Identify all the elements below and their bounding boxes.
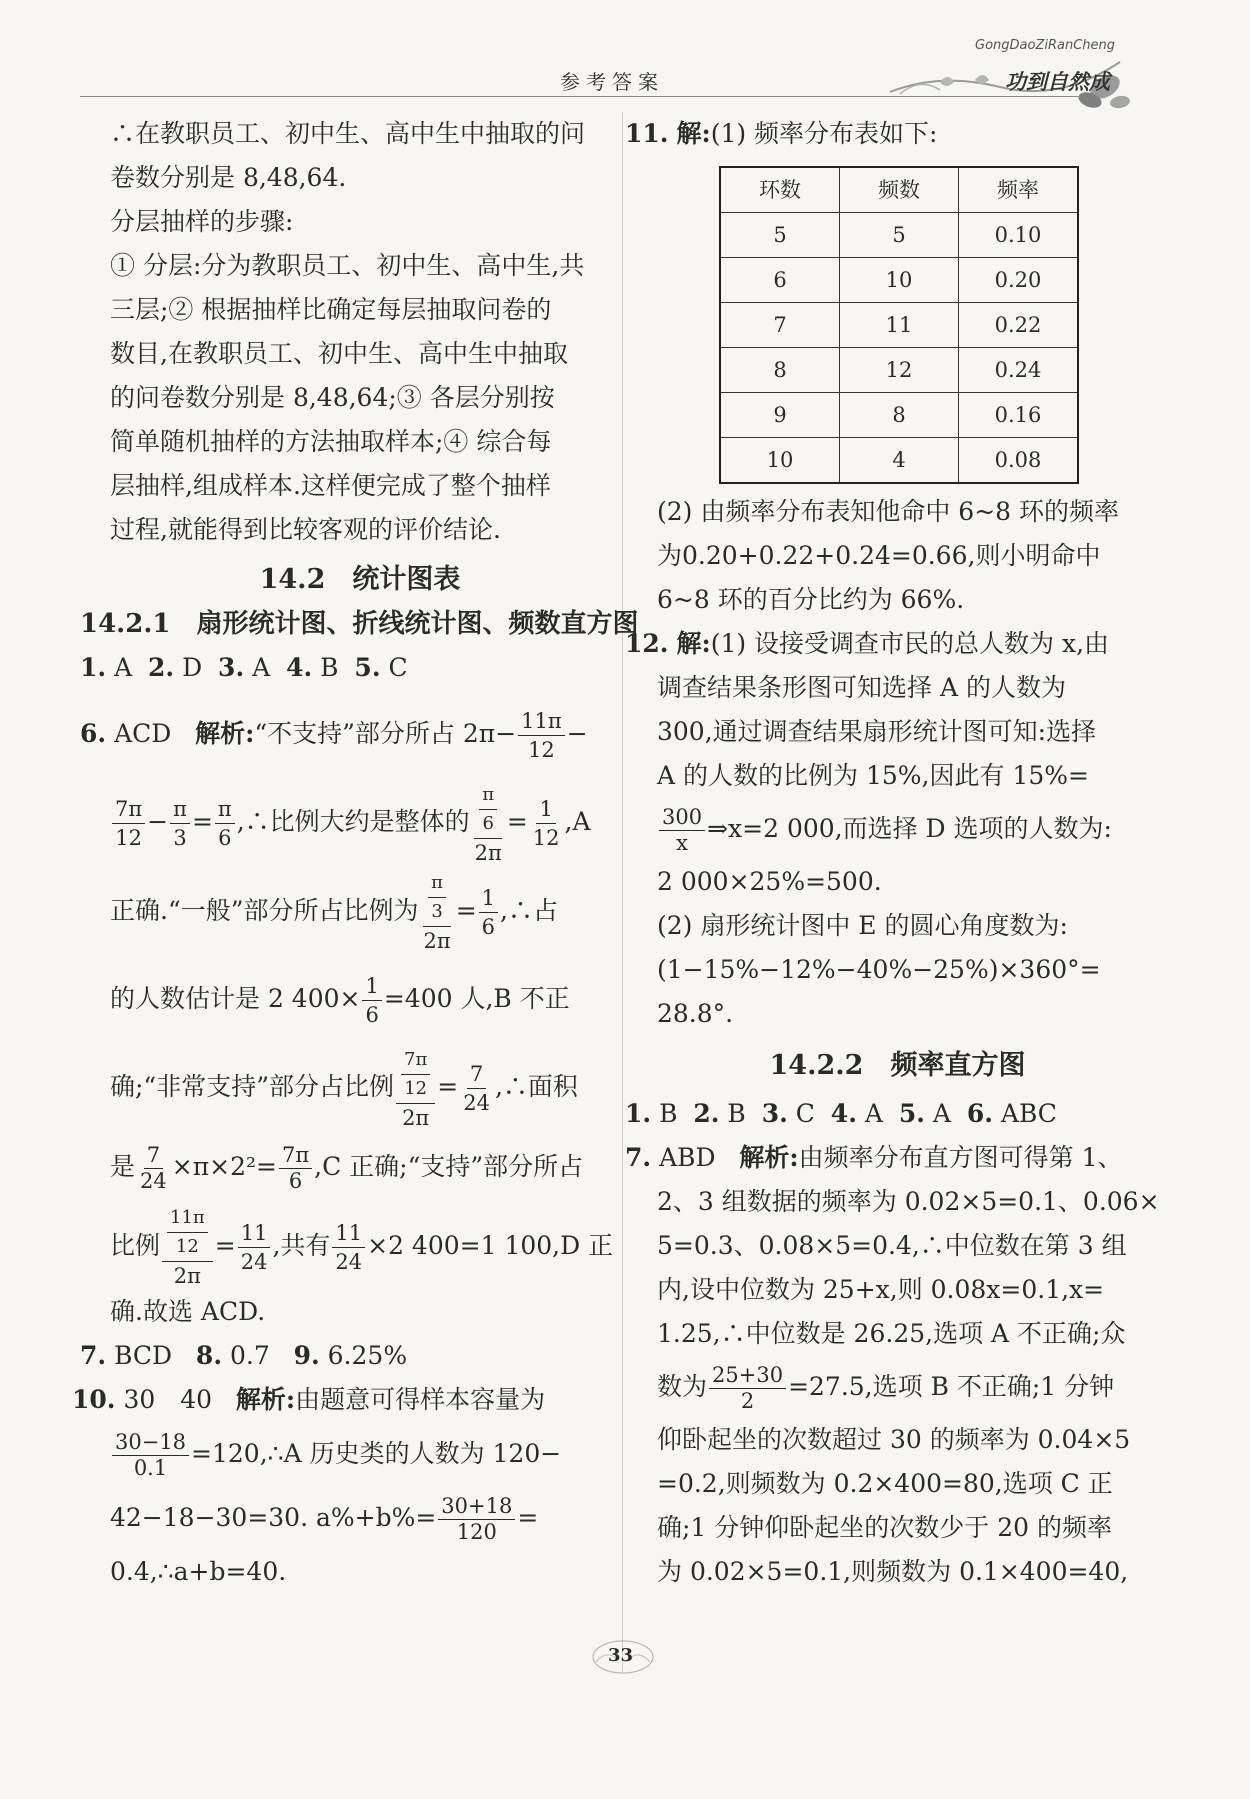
table-row — [720, 438, 1078, 484]
text: 的人数估计是 2 400× — [110, 984, 361, 1013]
numerator: π — [215, 795, 235, 824]
q7-line-9: 确;1 分钟仰卧起坐的次数少于 20 的频率 — [657, 1513, 1112, 1542]
numerator: 11 — [238, 1219, 271, 1248]
table-cell: 6 — [720, 258, 840, 303]
denominator: 24 — [140, 1168, 167, 1193]
denominator: 12 — [404, 1077, 428, 1099]
denominator: 2 — [740, 1389, 755, 1413]
text: 确;“非常支持”部分占比例 — [110, 1072, 394, 1101]
numerator: π — [428, 869, 446, 898]
q6-line-6 — [110, 1132, 610, 1202]
fraction — [112, 795, 145, 852]
fraction — [709, 1363, 786, 1414]
answers-1-5 — [80, 646, 610, 690]
column-header: 频率 — [959, 167, 1079, 213]
text: − — [566, 719, 588, 748]
section-heading-14-2-2: 14.2.2 频率直方图 — [769, 1050, 1026, 1081]
denominator: 2π — [423, 929, 451, 953]
page-number: 33 — [608, 1645, 634, 1666]
table-cell: 0.20 — [959, 258, 1079, 303]
column-divider — [622, 112, 623, 1672]
text: ,A — [564, 807, 591, 836]
table-cell: 10 — [840, 258, 959, 303]
table-row — [720, 213, 1078, 258]
table-cell: 12 — [840, 348, 959, 393]
q10-line-4: 0.4,∴a+b=40. — [110, 1557, 287, 1586]
text-line: ① 分层:分为教职员工、初中生、高中生,共 — [110, 251, 585, 280]
denominator: 12 — [528, 738, 555, 762]
question-number: 2. — [148, 653, 175, 682]
text-line: 简单随机抽样的方法抽取样本;④ 综合每 — [110, 427, 552, 456]
fraction — [401, 1046, 430, 1103]
q6-line-4 — [110, 955, 610, 1043]
question-number: 12. — [625, 629, 669, 658]
answer: ABC — [1000, 1099, 1057, 1128]
answer: ACD — [114, 719, 172, 748]
compound-fraction — [396, 1046, 435, 1132]
text: =120,∴A 历史类的人数为 120− — [191, 1439, 562, 1468]
fraction — [530, 795, 563, 852]
table-header-row — [720, 167, 1078, 213]
answer: B — [727, 1099, 746, 1128]
table-cell: 7 — [720, 303, 840, 348]
text-line: 分层抽样的步骤: — [110, 207, 294, 236]
question-number: 1. — [625, 1099, 652, 1128]
denominator: 6 — [482, 812, 494, 834]
page-header — [0, 0, 1250, 110]
question-number: 7. — [625, 1143, 652, 1172]
answer: 6.25% — [327, 1341, 408, 1370]
numerator — [396, 1046, 435, 1104]
text: 42−18−30=30. a%+b%= — [110, 1503, 437, 1532]
text: =400 人,B 不正 — [383, 984, 570, 1013]
denominator: 3 — [173, 826, 187, 850]
text: ,∴占 — [500, 895, 558, 925]
numerator: 1 — [362, 972, 381, 1001]
denominator: 120 — [456, 1520, 497, 1544]
q6-line-5 — [110, 1043, 610, 1132]
denominator: x — [676, 831, 688, 855]
fraction — [460, 1060, 493, 1117]
text-line: ∴在教职员工、初中生、高中生中抽取的问 — [110, 119, 586, 148]
numerator: 30+18 — [438, 1494, 515, 1520]
table-cell: 8 — [720, 348, 840, 393]
q7-line-6 — [625, 1356, 1170, 1418]
text-line: 数目,在教职员工、初中生、高中生中抽取 — [110, 339, 568, 368]
question-number: 6. — [966, 1099, 993, 1128]
q7-line-7: 仰卧起坐的次数超过 30 的频率为 0.04×5 — [657, 1425, 1131, 1454]
text: (1) 设接受调查市民的总人数为 x,由 — [710, 629, 1110, 658]
denominator: 12 — [175, 1236, 199, 1257]
q12-line-2: 调查结果条形图可知选择 A 的人数为 — [657, 673, 1066, 702]
compound-fraction — [162, 1204, 213, 1290]
right-column — [625, 112, 1170, 1594]
text: = — [437, 1072, 459, 1101]
answer: 30 40 — [123, 1385, 213, 1414]
answer: A — [114, 653, 133, 682]
text: ,共有 — [272, 1230, 331, 1260]
table-row — [720, 348, 1078, 393]
text: 由频率分布直方图可得第 1、 — [798, 1143, 1123, 1172]
denominator: 6 — [481, 914, 496, 939]
q12-line-4: A 的人数的比例为 15%,因此有 15%= — [657, 761, 1089, 790]
answer: A — [932, 1099, 951, 1128]
answer: C — [388, 653, 408, 682]
q12-line-6: 2 000×25%=500. — [657, 867, 882, 896]
text: ⇒x=2 000,而选择 D 选项的人数为: — [707, 814, 1112, 843]
text: = — [455, 895, 477, 925]
q7-line-3: 5=0.3、0.08×5=0.4,∴中位数在第 3 组 — [657, 1231, 1127, 1260]
q10-line-3 — [110, 1486, 610, 1550]
compound-fraction — [421, 869, 454, 955]
text: ×2 400=1 100,D 正 — [367, 1230, 614, 1260]
text-line: 的问卷数分别是 8,48,64;③ 各层分别按 — [110, 383, 555, 412]
question-number: 6. — [80, 719, 107, 748]
q12-line-5 — [625, 798, 1170, 860]
q12-line-9: 28.8°. — [657, 999, 734, 1028]
table-cell: 0.22 — [959, 303, 1079, 348]
numerator: 1 — [536, 795, 555, 824]
q6-line-8: 确.故选 ACD. — [110, 1297, 266, 1326]
numerator: 7π — [279, 1143, 312, 1169]
denominator: 6 — [365, 1003, 379, 1027]
q6-line-7 — [110, 1202, 614, 1291]
numerator: π — [170, 795, 190, 824]
table-cell: 9 — [720, 393, 840, 438]
text-line: 层抽样,组成样本.这样便完成了整个抽样 — [110, 471, 551, 500]
denominator: 12 — [532, 826, 560, 850]
text: − — [147, 807, 169, 836]
text: = — [214, 1230, 236, 1260]
solution-label: 解: — [676, 629, 711, 658]
table-row — [720, 258, 1078, 303]
fraction — [332, 1219, 365, 1276]
q7-line-5: 1.25,∴中位数是 26.25,选项 A 不正确;众 — [657, 1319, 1126, 1348]
header-rule — [80, 96, 1080, 97]
fraction — [362, 972, 381, 1029]
answer: A — [864, 1099, 883, 1128]
text: ,∴比例大约是整体的 — [236, 807, 470, 836]
numerator — [474, 781, 502, 839]
question-number: 3. — [218, 653, 245, 682]
table-cell: 0.08 — [959, 438, 1079, 484]
q7-line-1 — [625, 1136, 1170, 1180]
q12-line-7: (2) 扇形统计图中 E 的圆心角度数为: — [657, 911, 1068, 940]
fraction — [137, 1143, 170, 1194]
analysis-label: 解析: — [195, 719, 255, 748]
text: 数为 — [657, 1372, 708, 1401]
question-number: 5. — [898, 1099, 925, 1128]
question-number: 1. — [80, 653, 107, 682]
denominator: 6 — [288, 1168, 303, 1193]
question-number: 2. — [693, 1099, 720, 1128]
numerator: 30−18 — [112, 1430, 189, 1456]
q6-line-3 — [110, 867, 610, 956]
fraction — [279, 1143, 312, 1194]
table-cell: 5 — [720, 213, 840, 258]
numerator: 7 — [144, 1143, 163, 1169]
question-number: 5. — [354, 653, 381, 682]
text: 正确.“一般”部分所占比例为 — [110, 895, 419, 925]
text-line: 三层;② 根据抽样比确定每层抽取问卷的 — [110, 295, 552, 324]
answers-1-6 — [625, 1092, 1170, 1136]
denominator: 3 — [431, 901, 443, 922]
q11-line-1 — [625, 112, 1170, 156]
text: = — [506, 807, 528, 836]
q10-line-2 — [110, 1422, 610, 1486]
fraction — [215, 795, 235, 852]
brand-english: GongDaoZiRanCheng — [975, 38, 1116, 53]
text: 是 — [110, 1151, 136, 1181]
fraction — [659, 805, 705, 856]
fraction — [428, 869, 446, 926]
denominator: 2π — [173, 1264, 201, 1288]
answer: ABD — [659, 1143, 716, 1172]
compound-fraction — [472, 781, 505, 867]
q6-line-2 — [110, 778, 610, 867]
q11-line-2: (2) 由频率分布表知他命中 6~8 环的频率 — [657, 497, 1120, 526]
brand-chinese: 功到自然成 — [1005, 69, 1110, 94]
text: 比例 — [110, 1230, 161, 1260]
table-cell: 4 — [840, 438, 959, 484]
q7-line-4: 内,设中位数为 25+x,则 0.08x=0.1,x= — [657, 1275, 1105, 1304]
fraction — [167, 1204, 208, 1261]
fraction — [238, 1219, 271, 1276]
question-number: 4. — [830, 1099, 857, 1128]
q7-line-10: 为 0.02×5=0.1,则频数为 0.1×400=40, — [657, 1557, 1129, 1586]
text: ×π×2²= — [171, 1151, 277, 1181]
table-cell: 0.10 — [959, 213, 1079, 258]
table-cell: 11 — [840, 303, 959, 348]
numerator: 7π — [112, 795, 145, 824]
table-cell: 10 — [720, 438, 840, 484]
question-number: 3. — [761, 1099, 788, 1128]
q7-line-2: 2、3 组数据的频率为 0.02×5=0.1、0.06× — [657, 1187, 1160, 1216]
q12-line-3: 300,通过调查结果扇形统计图可知:选择 — [657, 717, 1097, 746]
denominator: 12 — [115, 826, 142, 850]
numerator: 300 — [659, 805, 705, 831]
q12-line-1 — [625, 622, 1170, 666]
table-row — [720, 393, 1078, 438]
text: = — [191, 807, 213, 836]
numerator: 11π — [167, 1204, 208, 1233]
denominator: 24 — [240, 1249, 268, 1274]
fraction — [479, 884, 498, 941]
numerator: 11π — [518, 707, 565, 736]
q11-line-3: 为0.20+0.22+0.24=0.66,则小明命中 — [657, 541, 1101, 570]
answers-7-9 — [80, 1334, 610, 1378]
answer: D — [182, 653, 203, 682]
section-heading-14-2-1: 14.2.1 扇形统计图、折线统计图、频数直方图 — [80, 609, 639, 639]
fraction — [170, 795, 190, 852]
table-cell: 8 — [840, 393, 959, 438]
table-cell: 5 — [840, 213, 959, 258]
question-number: 11. — [625, 119, 669, 148]
fraction — [518, 707, 565, 764]
denominator: 6 — [218, 826, 232, 850]
text: ,C 正确;“支持”部分所占 — [314, 1151, 584, 1181]
analysis-label: 解析: — [235, 1385, 296, 1414]
question-number: 8. — [195, 1341, 223, 1370]
answer: B — [659, 1099, 678, 1128]
analysis-label: 解析: — [739, 1143, 799, 1172]
text: 由题意可得样本容量为 — [295, 1385, 546, 1414]
denominator: 2π — [402, 1105, 430, 1130]
numerator: 7π — [401, 1046, 430, 1075]
table-row — [720, 303, 1078, 348]
numerator: 7 — [467, 1060, 486, 1089]
answer: A — [252, 653, 271, 682]
text-line: 卷数分别是 8,48,64. — [110, 163, 347, 192]
answer: BCD — [114, 1341, 173, 1370]
text: “不支持”部分所占 2π− — [254, 719, 517, 748]
numerator: 11 — [332, 1219, 365, 1248]
denominator: 2π — [474, 840, 502, 865]
page-title: 参考答案 — [560, 70, 664, 94]
numerator — [423, 869, 451, 927]
frequency-table — [719, 166, 1079, 484]
q6-line-1 — [80, 690, 610, 778]
question-number: 10. — [72, 1385, 116, 1414]
question-number: 4. — [286, 653, 313, 682]
q7-line-8: =0.2,则频数为 0.2×400=80,选项 C 正 — [657, 1469, 1113, 1498]
denominator: 24 — [463, 1091, 490, 1115]
q10-line-1 — [72, 1378, 610, 1422]
question-number: 7. — [80, 1341, 107, 1370]
fraction — [479, 781, 497, 838]
section-heading-14-2: 14.2 统计图表 — [259, 564, 461, 595]
numerator: π — [479, 781, 497, 810]
column-header: 环数 — [720, 167, 840, 213]
question-number: 9. — [293, 1341, 320, 1370]
answer: C — [795, 1099, 815, 1128]
numerator: 1 — [479, 884, 498, 913]
answer: 0.7 — [229, 1341, 270, 1370]
column-header: 频数 — [840, 167, 959, 213]
denominator: 24 — [335, 1249, 363, 1274]
text: =27.5,选项 B 不正确;1 分钟 — [788, 1372, 1115, 1401]
text: ,∴面积 — [494, 1072, 578, 1101]
left-column — [72, 112, 639, 1594]
answer: B — [320, 653, 339, 682]
numerator: 25+30 — [709, 1363, 786, 1389]
table-cell: 0.24 — [959, 348, 1079, 393]
numerator — [162, 1204, 213, 1262]
text-line: 过程,就能得到比较客观的评价结论. — [110, 515, 501, 544]
denominator: 0.1 — [133, 1456, 168, 1480]
fraction — [438, 1494, 515, 1545]
text: (1) 频率分布表如下: — [710, 119, 938, 148]
table-cell: 0.16 — [959, 393, 1079, 438]
fraction — [112, 1430, 189, 1481]
solution-label: 解: — [676, 119, 711, 148]
q11-line-4: 6~8 环的百分比约为 66%. — [657, 585, 965, 614]
text: = — [517, 1503, 539, 1532]
q12-line-8: (1−15%−12%−40%−25%)×360°= — [657, 955, 1101, 984]
